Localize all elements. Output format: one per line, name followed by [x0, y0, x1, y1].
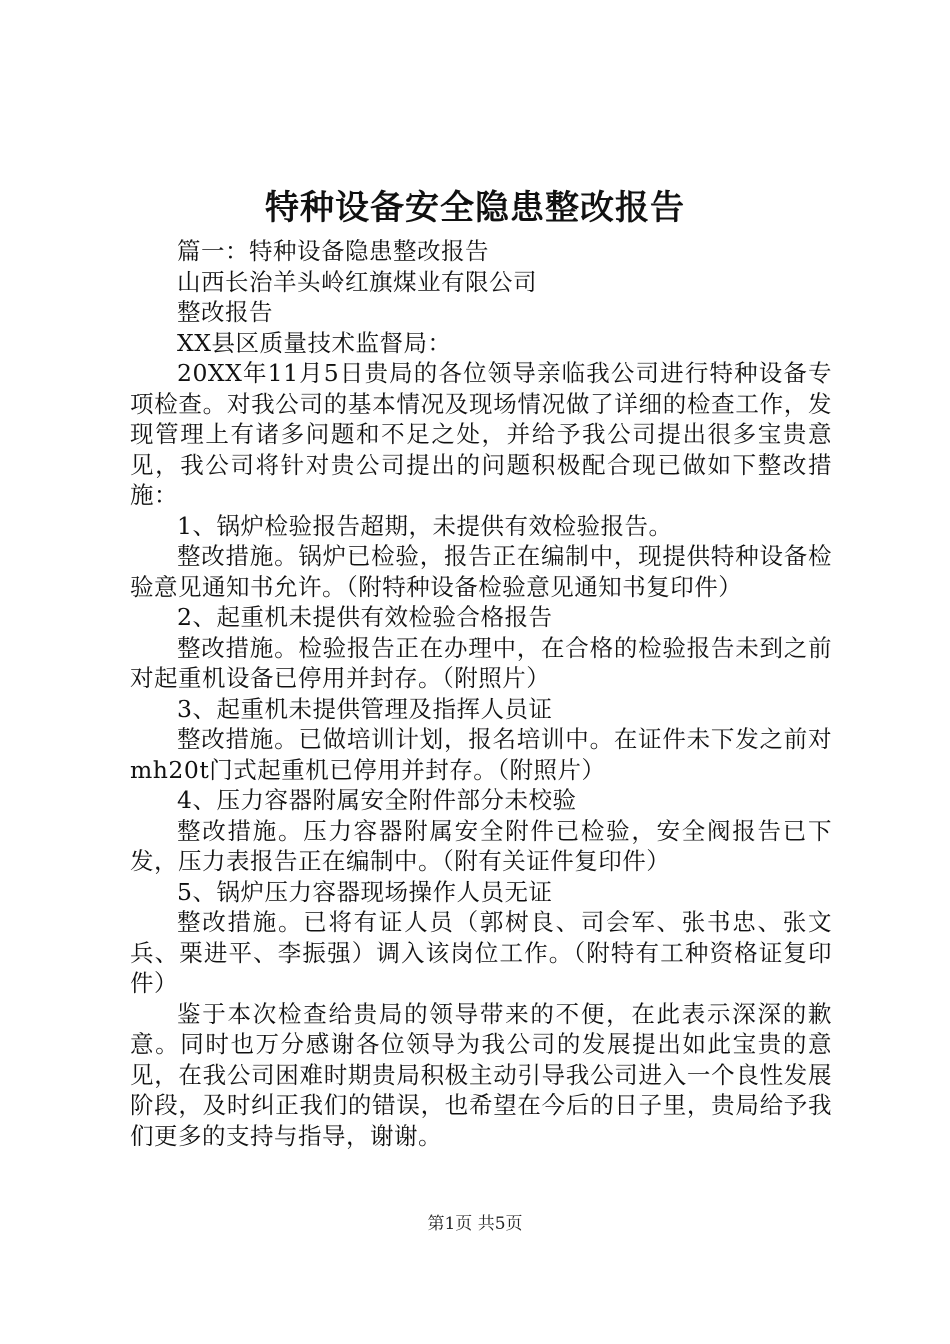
paragraph: 篇一：特种设备隐患整改报告 — [177, 237, 489, 265]
paragraph: 20XX年11月5日贵局的各位领导亲临我公司进行特种设备专项检查。对我公司的基本情况及现场情况做了详细的检查工作，发现管理上有诸多问题和不足之处，并给予我公司提出很多宝贵意见，我公司将针对贵公司提出的问题积极配合现已做如下整改措施： — [130, 359, 832, 509]
paragraph: 山西长治羊头岭红旗煤业有限公司 — [177, 267, 537, 296]
paragraph: 整改报告 — [177, 298, 273, 326]
paragraph: 4、压力容器附属安全附件部分未校验 — [177, 786, 577, 814]
paragraph: 2、起重机未提供有效检验合格报告 — [177, 603, 553, 631]
paragraph: 鉴于本次检查给贵局的领导带来的不便，在此表示深深的歉意。同时也万分感谢各位领导为我公司的发展提出如此宝贵的意见，在我公司困难时期贵局积极主动引导我公司进入一个良性发展阶段，及时纠正我们的错误，也希望在今后的日子里，贵局给予我们更多的支持与指导，谢谢。 — [130, 999, 832, 1150]
paragraph: 整改措施。压力容器附属安全附件已检验，安全阀报告已下发，压力表报告正在编制中。（附有关证件复印件） — [130, 816, 832, 875]
paragraph: 3、起重机未提供管理及指挥人员证 — [177, 694, 553, 723]
paragraph: 1、锅炉检验报告超期，未提供有效检验报告。 — [177, 511, 673, 540]
document-body — [130, 236, 832, 1151]
paragraph: 整改措施。已将有证人员（郭树良、司会军、张书忠、张文兵、栗进平、李振强）调入该岗位工作。（附特有工种资格证复印件） — [130, 908, 832, 997]
document-title: 特种设备安全隐患整改报告 — [265, 188, 685, 228]
paragraph: 整改措施。检验报告正在办理中，在合格的检验报告未到之前对起重机设备已停用并封存。（附照片） — [130, 633, 832, 692]
paragraph: 整改措施。锅炉已检验，报告正在编制中，现提供特种设备检验意见通知书允许。（附特种设备检验意见通知书复印件） — [130, 542, 832, 601]
page-footer: 第1页 共5页 — [427, 1214, 523, 1234]
paragraph: XX县区质量技术监督局： — [177, 328, 452, 357]
paragraph: 5、锅炉压力容器现场操作人员无证 — [177, 877, 553, 906]
paragraph: 整改措施。已做培训计划，报名培训中。在证件未下发之前对mh20t门式起重机已停用并封存。（附照片） — [130, 725, 832, 784]
